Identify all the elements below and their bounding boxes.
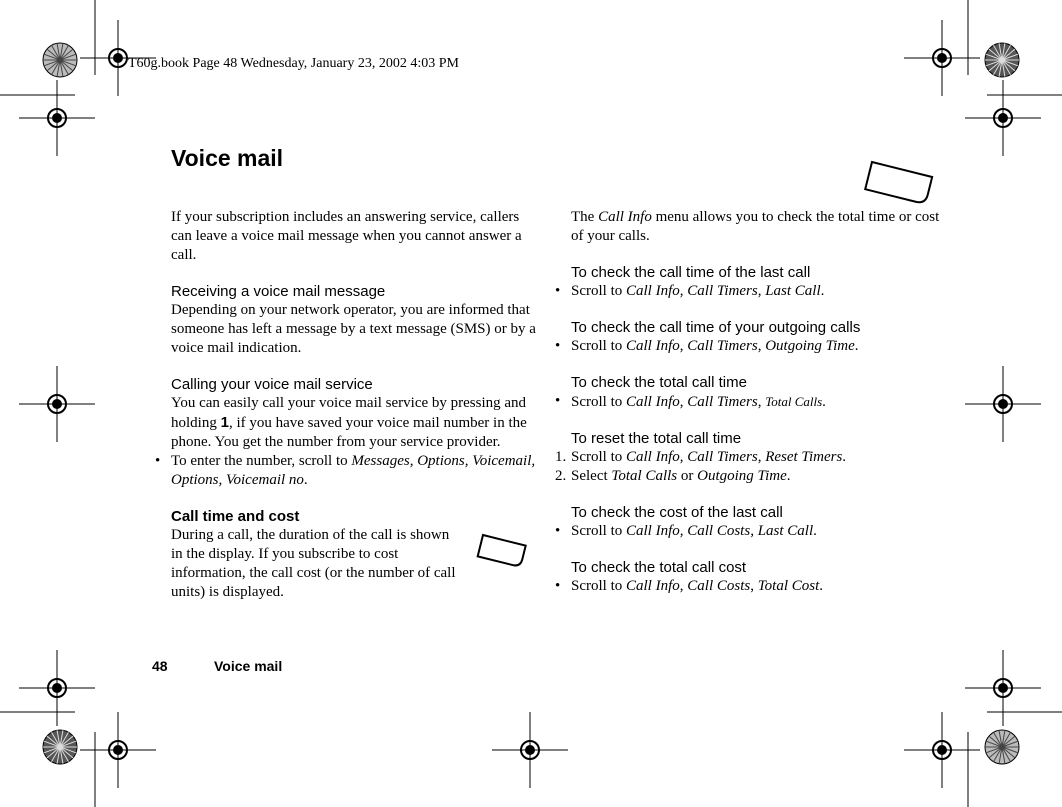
right-column <box>555 208 941 596</box>
separator: , <box>757 283 766 299</box>
section-heading: To reset the total call time <box>571 430 742 447</box>
menu-part: Call Timers <box>687 338 758 354</box>
separator: , <box>679 283 688 299</box>
registration-mark-icon <box>965 366 1041 442</box>
step-end: . <box>842 449 847 465</box>
intro-prefix: The <box>571 209 599 225</box>
bullet-end: . <box>819 578 824 594</box>
menu-part: Call Info <box>626 449 680 465</box>
left-column <box>155 208 541 602</box>
section-heading: To check the total call cost <box>571 559 747 576</box>
registration-mark-icon <box>904 20 980 96</box>
bullet-mark: • <box>555 338 561 354</box>
numbered-step <box>555 448 941 467</box>
bullet-prefix: Scroll to <box>571 523 626 539</box>
section-heading: To check the total call time <box>571 374 747 391</box>
bullet-mark: • <box>555 578 561 594</box>
calling-text-start: You can easily call your voice mail service by pressing and holding <box>171 395 527 431</box>
section-heading: To check the call time of your outgoing calls <box>571 319 861 336</box>
bullet-end: . <box>303 472 308 488</box>
separator: , <box>679 449 688 465</box>
section-bullet <box>555 392 941 412</box>
color-target-icon <box>43 43 77 77</box>
registration-mark-icon <box>965 80 1041 156</box>
bullet-prefix: Scroll to <box>571 394 626 410</box>
bullet-prefix: Scroll to <box>571 283 626 299</box>
menu-part: Call Timers <box>687 449 758 465</box>
registration-mark-icon <box>965 650 1041 726</box>
separator: , <box>679 394 688 410</box>
intro-paragraph: If your subscription includes an answering service, callers can leave a voice mail message when you cannot answer a call. <box>171 209 522 263</box>
bullet-prefix: To enter the number, scroll to <box>171 453 352 469</box>
bullet-mark: • <box>555 523 561 539</box>
calling-text-end: , if you have saved your voice mail number in the phone. You get the number from your service provider. <box>171 415 527 450</box>
calling-heading: Calling your voice mail service <box>171 376 373 393</box>
bullet-end: . <box>820 283 825 299</box>
menu-part: Total Calls <box>611 468 678 484</box>
registration-mark-icon <box>904 712 980 788</box>
color-target-icon <box>985 730 1019 764</box>
page-number: 48 <box>152 658 168 674</box>
section-bullet <box>555 522 941 541</box>
separator: , <box>757 449 766 465</box>
separator: , <box>750 578 758 594</box>
intro-suffix: menu allows you to check the total time or cost of your calls. <box>571 209 940 244</box>
bullet-mark: • <box>155 453 161 469</box>
registration-mark-icon <box>492 712 568 788</box>
menu-part: Call Info <box>626 394 680 410</box>
section-bullet <box>555 337 941 356</box>
step-prefix: Select <box>571 468 612 484</box>
menu-part: Total Calls <box>765 394 823 409</box>
menu-part: Call Costs <box>687 578 751 594</box>
right-intro <box>571 208 941 246</box>
step-connector: or <box>677 468 698 484</box>
menu-part: Call Timers <box>687 283 758 299</box>
footer-section-label: Voice mail <box>214 658 283 674</box>
color-target-icon <box>985 43 1019 77</box>
page-title: Voice mail <box>171 145 284 171</box>
step-end: . <box>786 468 791 484</box>
calltime-text: During a call, the duration of the call is shown in the display. If you subscribe to cost information, the call cost (or the number of call units) is displayed. <box>171 527 456 600</box>
menu-part: Outgoing Time <box>765 338 855 354</box>
section-bullet <box>555 577 941 596</box>
menu-part: Call Info <box>626 578 680 594</box>
step-number: 2. <box>555 468 567 484</box>
menu-part: Reset Timers <box>765 449 843 465</box>
section-heading: To check the cost of the last call <box>571 504 783 521</box>
receiving-heading: Receiving a voice mail message <box>171 283 386 300</box>
menu-part: Outgoing Time <box>697 468 787 484</box>
calling-text <box>171 394 541 452</box>
registration-mark-icon <box>80 712 156 788</box>
step-prefix: Scroll to <box>571 449 626 465</box>
color-target-icon <box>43 730 77 764</box>
registration-mark-icon <box>19 366 95 442</box>
bullet-end: . <box>854 338 859 354</box>
menu-part: Call Timers <box>687 394 758 410</box>
bullet-mark: • <box>555 283 561 299</box>
separator: , <box>757 394 766 410</box>
menu-path: Call Info, Call Costs, Last Call <box>626 523 814 539</box>
bullet-end: . <box>822 394 826 410</box>
bullet-mark: • <box>555 393 561 409</box>
key-label: 1 <box>220 414 229 431</box>
print-header-stamp: T60g.book Page 48 Wednesday, January 23, 2002 4:03 PM <box>128 56 459 71</box>
intro-term: Call Info <box>598 209 652 225</box>
calling-bullet <box>155 452 541 490</box>
separator: , <box>679 338 688 354</box>
menu-part: Call Info <box>626 338 680 354</box>
phone-display-icon <box>865 162 932 204</box>
menu-part: Total Cost <box>757 578 820 594</box>
section-bullet <box>555 282 941 301</box>
calltime-heading: Call time and cost <box>171 508 300 525</box>
bullet-prefix: Scroll to <box>571 578 626 594</box>
menu-part: Last Call <box>765 283 821 299</box>
bullet-end: . <box>813 523 817 539</box>
separator: , <box>757 338 766 354</box>
step-number: 1. <box>555 449 567 465</box>
bullet-prefix: Scroll to <box>571 338 626 354</box>
menu-part: Call Info <box>626 283 680 299</box>
numbered-step <box>555 467 941 486</box>
registration-mark-icon <box>19 650 95 726</box>
separator: , <box>679 578 688 594</box>
menu-path: Messages, Options, Voicemail, Options, Voicemail no <box>171 453 536 488</box>
receiving-text: Depending on your network operator, you are informed that someone has left a message by a text message (SMS) or by a voice mail indication. <box>171 302 536 356</box>
section-heading: To check the call time of the last call <box>571 264 811 281</box>
registration-mark-icon <box>19 80 95 156</box>
